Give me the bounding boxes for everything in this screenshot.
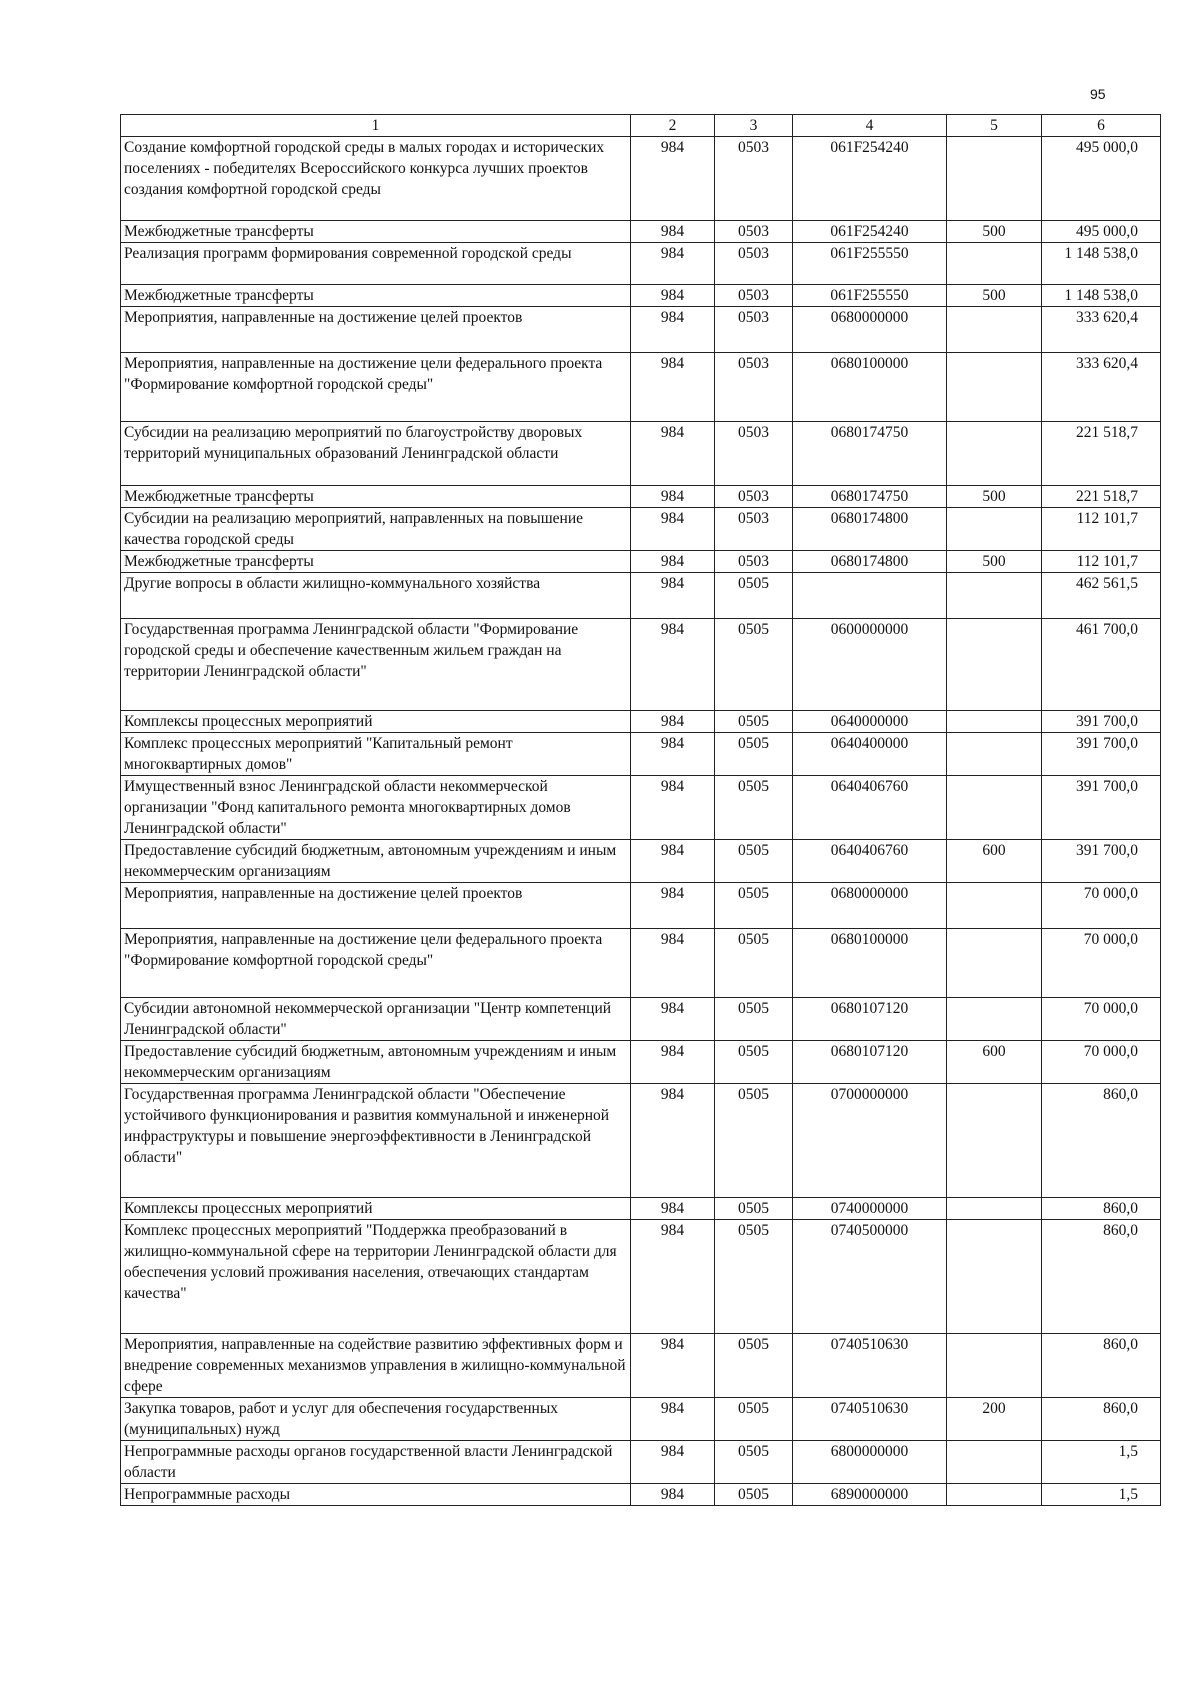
row-csr-cell: 0640000000 (793, 711, 947, 733)
row-rzpr-cell: 0505 (715, 1484, 793, 1506)
row-vr-cell: 200 (947, 1398, 1042, 1441)
row-amount-cell: 333 620,4 (1042, 307, 1161, 353)
row-vr-cell (947, 422, 1042, 486)
row-name-cell: Комплексы процессных мероприятий (121, 711, 631, 733)
row-ved-cell: 984 (631, 840, 715, 883)
row-amount-cell: 860,0 (1042, 1220, 1161, 1334)
row-name-cell: Государственная программа Ленинградской области "Формирование городской среды и обеспечение качественным жильем граждан на территории Ленинградской области" (121, 619, 631, 711)
row-vr-cell (947, 883, 1042, 929)
header-cell-3: 3 (715, 115, 793, 137)
row-rzpr-cell: 0505 (715, 1441, 793, 1484)
table-row (121, 243, 1161, 285)
row-csr-cell (793, 573, 947, 619)
row-name-cell: Межбюджетные трансферты (121, 285, 631, 307)
row-amount-cell: 112 101,7 (1042, 551, 1161, 573)
row-rzpr-cell: 0505 (715, 1220, 793, 1334)
row-ved-cell: 984 (631, 508, 715, 551)
row-amount-cell: 860,0 (1042, 1334, 1161, 1398)
row-rzpr-cell: 0505 (715, 1041, 793, 1084)
row-name-cell: Комплекс процессных мероприятий "Поддержка преобразований в жилищно-коммунальной сфере на территории Ленинградской области для обеспечения условий проживания населения, отвечающих стандартам качества" (121, 1220, 631, 1334)
row-amount-cell: 391 700,0 (1042, 776, 1161, 840)
row-ved-cell: 984 (631, 243, 715, 285)
row-rzpr-cell: 0503 (715, 137, 793, 221)
row-rzpr-cell: 0505 (715, 619, 793, 711)
row-amount-cell: 221 518,7 (1042, 422, 1161, 486)
row-ved-cell: 984 (631, 776, 715, 840)
row-amount-cell: 1 148 538,0 (1042, 285, 1161, 307)
row-amount-cell: 112 101,7 (1042, 508, 1161, 551)
row-amount-cell: 495 000,0 (1042, 221, 1161, 243)
row-ved-cell: 984 (631, 733, 715, 776)
row-vr-cell (947, 353, 1042, 422)
row-ved-cell: 984 (631, 929, 715, 998)
row-rzpr-cell: 0503 (715, 422, 793, 486)
row-vr-cell (947, 1334, 1042, 1398)
row-csr-cell: 0740510630 (793, 1398, 947, 1441)
row-csr-cell: 6890000000 (793, 1484, 947, 1506)
table-row (121, 1398, 1161, 1441)
row-ved-cell: 984 (631, 998, 715, 1041)
row-vr-cell (947, 1084, 1042, 1198)
row-rzpr-cell: 0505 (715, 998, 793, 1041)
table-header-row (121, 115, 1161, 137)
row-csr-cell: 0680107120 (793, 998, 947, 1041)
row-ved-cell: 984 (631, 1198, 715, 1220)
row-csr-cell: 0600000000 (793, 619, 947, 711)
row-name-cell: Реализация программ формирования современной городской среды (121, 243, 631, 285)
table-row (121, 353, 1161, 422)
row-csr-cell: 0700000000 (793, 1084, 947, 1198)
row-name-cell: Закупка товаров, работ и услуг для обеспечения государственных (муниципальных) нужд (121, 1398, 631, 1441)
row-csr-cell: 0680100000 (793, 353, 947, 422)
row-csr-cell: 0680174750 (793, 422, 947, 486)
row-amount-cell: 70 000,0 (1042, 929, 1161, 998)
row-name-cell: Межбюджетные трансферты (121, 551, 631, 573)
row-csr-cell: 0640406760 (793, 776, 947, 840)
table-row (121, 221, 1161, 243)
row-rzpr-cell: 0503 (715, 353, 793, 422)
row-vr-cell (947, 307, 1042, 353)
row-ved-cell: 984 (631, 422, 715, 486)
row-rzpr-cell: 0505 (715, 840, 793, 883)
row-rzpr-cell: 0505 (715, 733, 793, 776)
row-vr-cell (947, 1198, 1042, 1220)
table-row (121, 998, 1161, 1041)
row-rzpr-cell: 0505 (715, 776, 793, 840)
table-row (121, 1441, 1161, 1484)
row-vr-cell (947, 619, 1042, 711)
row-csr-cell: 0680174750 (793, 486, 947, 508)
row-rzpr-cell: 0505 (715, 1198, 793, 1220)
table-row (121, 1484, 1161, 1506)
header-cell-2: 2 (631, 115, 715, 137)
table-row (121, 883, 1161, 929)
row-ved-cell: 984 (631, 1484, 715, 1506)
row-amount-cell: 70 000,0 (1042, 883, 1161, 929)
row-csr-cell: 0680100000 (793, 929, 947, 998)
row-vr-cell (947, 1220, 1042, 1334)
row-rzpr-cell: 0505 (715, 1398, 793, 1441)
row-rzpr-cell: 0503 (715, 486, 793, 508)
row-vr-cell: 500 (947, 486, 1042, 508)
row-vr-cell (947, 998, 1042, 1041)
row-csr-cell: 0740510630 (793, 1334, 947, 1398)
row-rzpr-cell: 0505 (715, 883, 793, 929)
row-name-cell: Мероприятия, направленные на содействие развитию эффективных форм и внедрение современных механизмов управления в жилищно-коммунальной сфере (121, 1334, 631, 1398)
row-rzpr-cell: 0505 (715, 711, 793, 733)
row-rzpr-cell: 0505 (715, 1334, 793, 1398)
row-csr-cell: 0680000000 (793, 883, 947, 929)
row-rzpr-cell: 0503 (715, 551, 793, 573)
row-ved-cell: 984 (631, 221, 715, 243)
table-row (121, 1220, 1161, 1334)
table-row (121, 486, 1161, 508)
row-csr-cell: 0740500000 (793, 1220, 947, 1334)
row-rzpr-cell: 0503 (715, 221, 793, 243)
row-ved-cell: 984 (631, 883, 715, 929)
row-rzpr-cell: 0505 (715, 573, 793, 619)
row-amount-cell: 70 000,0 (1042, 1041, 1161, 1084)
row-amount-cell: 860,0 (1042, 1198, 1161, 1220)
row-vr-cell: 500 (947, 285, 1042, 307)
row-ved-cell: 984 (631, 486, 715, 508)
table-row (121, 508, 1161, 551)
row-name-cell: Комплексы процессных мероприятий (121, 1198, 631, 1220)
row-csr-cell: 0680107120 (793, 1041, 947, 1084)
row-vr-cell (947, 711, 1042, 733)
row-csr-cell: 0640406760 (793, 840, 947, 883)
row-amount-cell: 70 000,0 (1042, 998, 1161, 1041)
row-amount-cell: 1,5 (1042, 1441, 1161, 1484)
row-amount-cell: 860,0 (1042, 1084, 1161, 1198)
row-name-cell: Комплекс процессных мероприятий "Капитальный ремонт многоквартирных домов" (121, 733, 631, 776)
row-ved-cell: 984 (631, 307, 715, 353)
header-cell-5: 5 (947, 115, 1042, 137)
row-vr-cell (947, 1441, 1042, 1484)
row-csr-cell: 0640400000 (793, 733, 947, 776)
row-csr-cell: 061F254240 (793, 221, 947, 243)
row-ved-cell: 984 (631, 1334, 715, 1398)
row-vr-cell: 600 (947, 840, 1042, 883)
row-vr-cell: 500 (947, 551, 1042, 573)
row-amount-cell: 391 700,0 (1042, 711, 1161, 733)
header-cell-6: 6 (1042, 115, 1161, 137)
row-amount-cell: 333 620,4 (1042, 353, 1161, 422)
table-row (121, 1334, 1161, 1398)
row-rzpr-cell: 0503 (715, 285, 793, 307)
row-ved-cell: 984 (631, 1084, 715, 1198)
row-name-cell: Непрограммные расходы (121, 1484, 631, 1506)
row-vr-cell: 600 (947, 1041, 1042, 1084)
row-ved-cell: 984 (631, 551, 715, 573)
row-amount-cell: 860,0 (1042, 1398, 1161, 1441)
row-ved-cell: 984 (631, 573, 715, 619)
row-csr-cell: 0680000000 (793, 307, 947, 353)
row-vr-cell (947, 243, 1042, 285)
row-name-cell: Субсидии на реализацию мероприятий, направленных на повышение качества городской среды (121, 508, 631, 551)
row-name-cell: Предоставление субсидий бюджетным, автономным учреждениям и иным некоммерческим организациям (121, 840, 631, 883)
budget-table (120, 114, 1161, 1506)
row-rzpr-cell: 0505 (715, 1084, 793, 1198)
row-rzpr-cell: 0503 (715, 508, 793, 551)
row-ved-cell: 984 (631, 711, 715, 733)
row-csr-cell: 0680174800 (793, 508, 947, 551)
row-ved-cell: 984 (631, 1220, 715, 1334)
table-row (121, 1198, 1161, 1220)
row-name-cell: Межбюджетные трансферты (121, 221, 631, 243)
row-rzpr-cell: 0505 (715, 929, 793, 998)
row-amount-cell: 495 000,0 (1042, 137, 1161, 221)
row-name-cell: Государственная программа Ленинградской области "Обеспечение устойчивого функционирования и развития коммунальной и инженерной инфраструктуры и повышение энергоэффективности в Ленинградской области" (121, 1084, 631, 1198)
row-ved-cell: 984 (631, 285, 715, 307)
row-name-cell: Непрограммные расходы органов государственной власти Ленинградской области (121, 1441, 631, 1484)
row-amount-cell: 1 148 538,0 (1042, 243, 1161, 285)
header-cell-4: 4 (793, 115, 947, 137)
table-row (121, 285, 1161, 307)
row-name-cell: Другие вопросы в области жилищно-коммунального хозяйства (121, 573, 631, 619)
row-amount-cell: 1,5 (1042, 1484, 1161, 1506)
table-row (121, 551, 1161, 573)
row-vr-cell (947, 733, 1042, 776)
row-ved-cell: 984 (631, 1041, 715, 1084)
row-csr-cell: 0740000000 (793, 1198, 947, 1220)
row-name-cell: Мероприятия, направленные на достижение цели федерального проекта "Формирование комфортной городской среды" (121, 929, 631, 998)
row-name-cell: Межбюджетные трансферты (121, 486, 631, 508)
row-csr-cell: 0680174800 (793, 551, 947, 573)
row-vr-cell (947, 776, 1042, 840)
row-ved-cell: 984 (631, 619, 715, 711)
row-amount-cell: 221 518,7 (1042, 486, 1161, 508)
row-vr-cell (947, 1484, 1042, 1506)
table-row (121, 619, 1161, 711)
row-name-cell: Субсидии автономной некоммерческой организации "Центр компетенций Ленинградской области" (121, 998, 631, 1041)
row-csr-cell: 6800000000 (793, 1441, 947, 1484)
row-vr-cell: 500 (947, 221, 1042, 243)
row-rzpr-cell: 0503 (715, 243, 793, 285)
row-amount-cell: 461 700,0 (1042, 619, 1161, 711)
row-csr-cell: 061F255550 (793, 243, 947, 285)
header-cell-1: 1 (121, 115, 631, 137)
row-csr-cell: 061F254240 (793, 137, 947, 221)
row-name-cell: Предоставление субсидий бюджетным, автономным учреждениям и иным некоммерческим организациям (121, 1041, 631, 1084)
page-number: 95 (1090, 86, 1106, 102)
table-row (121, 1084, 1161, 1198)
table-row (121, 137, 1161, 221)
table-row (121, 776, 1161, 840)
row-vr-cell (947, 508, 1042, 551)
row-name-cell: Имущественный взнос Ленинградской области некоммерческой организации "Фонд капитального ремонта многоквартирных домов Ленинградской области" (121, 776, 631, 840)
row-amount-cell: 391 700,0 (1042, 840, 1161, 883)
row-vr-cell (947, 137, 1042, 221)
table-row (121, 711, 1161, 733)
row-ved-cell: 984 (631, 353, 715, 422)
row-ved-cell: 984 (631, 137, 715, 221)
row-vr-cell (947, 573, 1042, 619)
row-ved-cell: 984 (631, 1398, 715, 1441)
row-name-cell: Мероприятия, направленные на достижение целей проектов (121, 307, 631, 353)
table-row (121, 733, 1161, 776)
row-csr-cell: 061F255550 (793, 285, 947, 307)
table-row (121, 307, 1161, 353)
row-name-cell: Субсидии на реализацию мероприятий по благоустройству дворовых территорий муниципальных образований Ленинградской области (121, 422, 631, 486)
row-name-cell: Мероприятия, направленные на достижение целей проектов (121, 883, 631, 929)
row-rzpr-cell: 0503 (715, 307, 793, 353)
row-name-cell: Создание комфортной городской среды в малых городах и исторических поселениях - победителях Всероссийского конкурса лучших проектов создания комфортной городской среды (121, 137, 631, 221)
table-row (121, 840, 1161, 883)
table-row (121, 929, 1161, 998)
row-amount-cell: 462 561,5 (1042, 573, 1161, 619)
row-vr-cell (947, 929, 1042, 998)
row-ved-cell: 984 (631, 1441, 715, 1484)
table-row (121, 1041, 1161, 1084)
row-amount-cell: 391 700,0 (1042, 733, 1161, 776)
table-row (121, 573, 1161, 619)
table-row (121, 422, 1161, 486)
row-name-cell: Мероприятия, направленные на достижение цели федерального проекта "Формирование комфортной городской среды" (121, 353, 631, 422)
